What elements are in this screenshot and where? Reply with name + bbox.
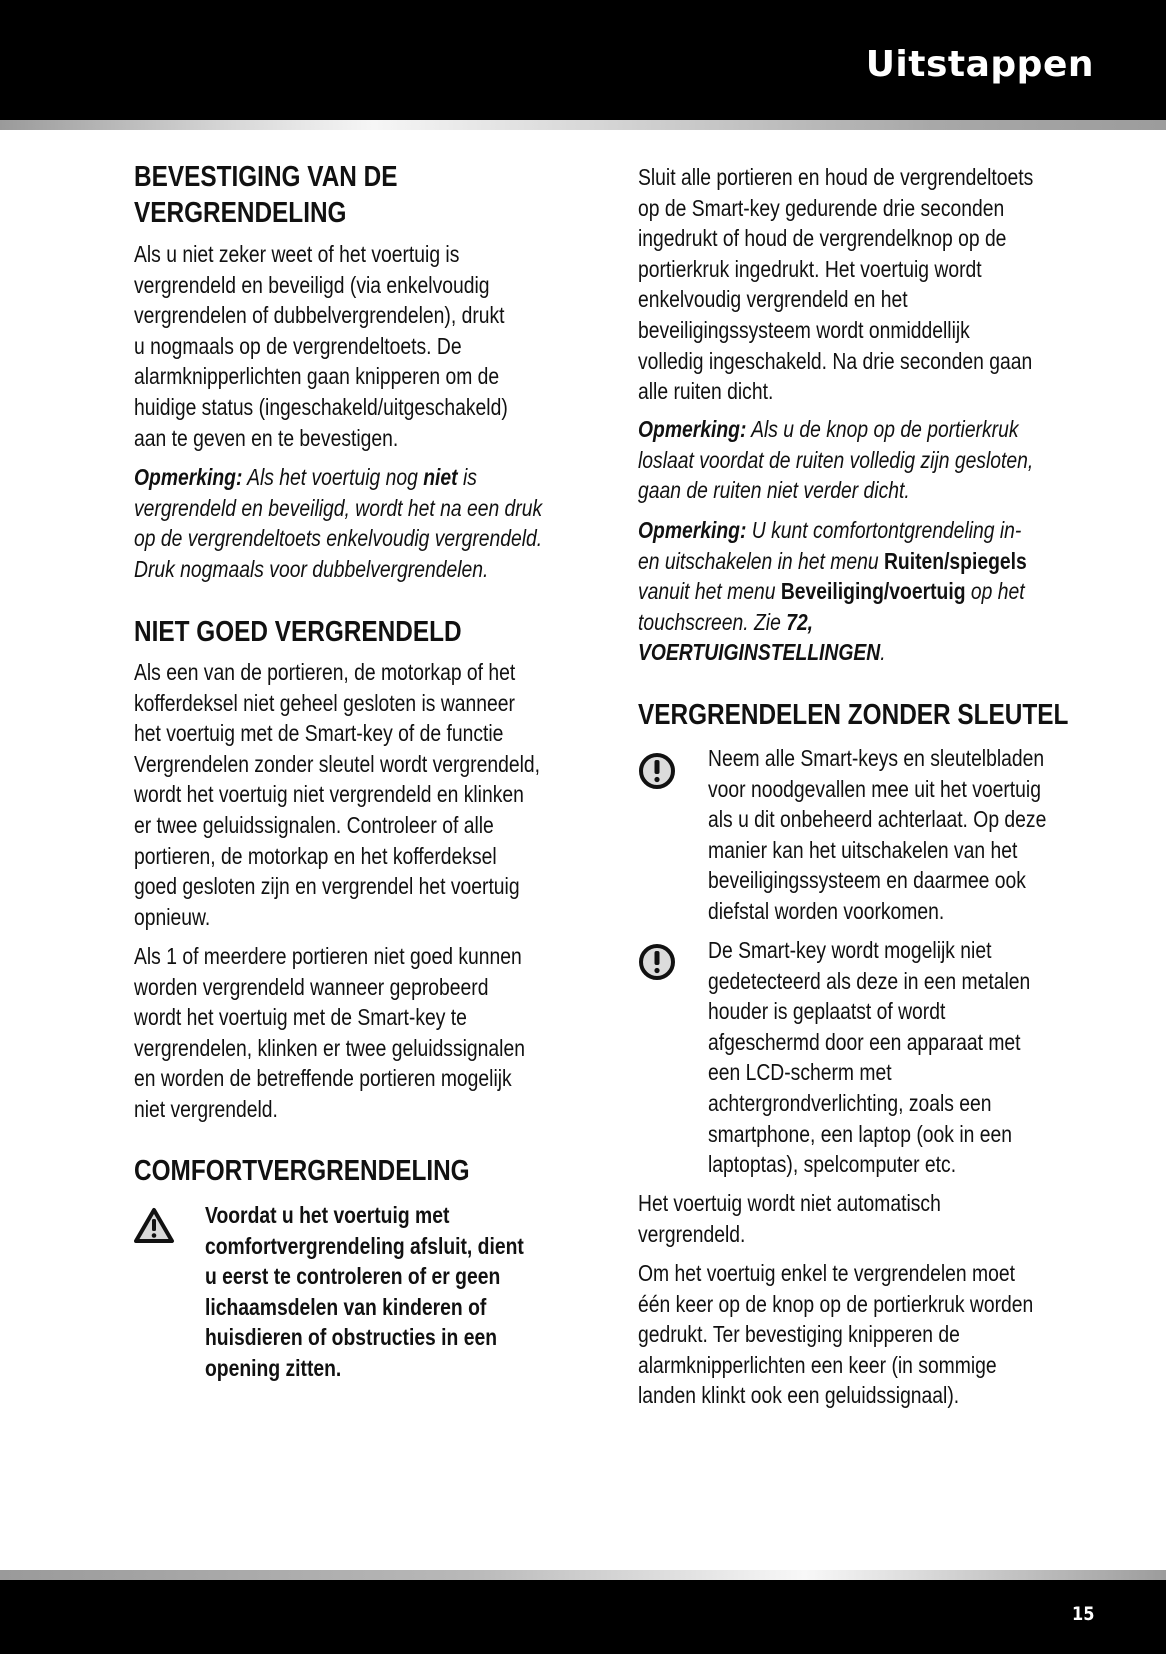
text-line xyxy=(708,804,1046,835)
paragraph xyxy=(638,1258,1033,1411)
text-segment: een LCD-scherm met xyxy=(708,1059,892,1086)
text-segment: COMFORTVERGRENDELING xyxy=(134,1155,470,1187)
text-line xyxy=(638,254,1033,285)
text-segment: volledig ingeschakeld. Na drie seconden gaan xyxy=(638,347,1033,374)
text-segment: Voordat u het voertuig met xyxy=(205,1202,450,1228)
text-line xyxy=(134,1094,525,1125)
text-segment: BEVESTIGING VAN DE xyxy=(134,161,398,193)
text-segment: vergrendelen of dubbelvergrendelen), drukt xyxy=(134,302,505,329)
page-footer xyxy=(0,1580,1166,1654)
text-line xyxy=(638,1289,1033,1320)
text-segment: alarmknipperlichten gaan knipperen om de xyxy=(134,363,500,390)
text-segment: landen klinkt ook een geluidssignaal). xyxy=(638,1382,960,1409)
text-line xyxy=(134,554,542,585)
text-line xyxy=(708,935,1030,966)
text-line xyxy=(638,1319,1033,1350)
text-line xyxy=(134,941,525,972)
text-line xyxy=(134,392,508,423)
text-segment: vergrendeld en beveiligd, wordt het na een druk xyxy=(134,494,543,521)
text-line xyxy=(708,1027,1030,1058)
text-segment: NIET GOED VERGRENDELD xyxy=(134,616,462,648)
text-line xyxy=(134,972,525,1003)
text-line xyxy=(134,1033,525,1064)
text-line xyxy=(708,865,1046,896)
text-line xyxy=(134,614,462,650)
text-segment: wordt het voertuig niet vergrendeld en klinken xyxy=(134,781,524,808)
text-segment: wordt het voertuig met de Smart-key te xyxy=(134,1004,467,1031)
text-segment: u eerst te controleren of er geen xyxy=(205,1263,501,1290)
text-line xyxy=(134,688,540,719)
text-segment: huidige status (ingeschakeld/uitgeschakeld) xyxy=(134,393,508,420)
text-segment: gaan de ruiten niet verder dicht. xyxy=(638,477,910,504)
warning-triangle-icon xyxy=(133,1207,175,1245)
text-segment: Als u niet zeker weet of het voertuig is xyxy=(134,241,460,267)
exclamation-circle-icon xyxy=(638,752,676,790)
text-line xyxy=(638,475,1033,506)
text-segment: beveiligingssysteem wordt onmiddellijk xyxy=(638,316,970,343)
text-segment: op het xyxy=(965,578,1025,605)
caution-text xyxy=(708,743,1046,927)
text-line xyxy=(638,315,1033,346)
text-segment: enkelvoudig vergrendeld en het xyxy=(638,286,908,313)
text-line xyxy=(638,1188,941,1219)
text-segment: Opmerking: xyxy=(638,517,747,543)
text-line xyxy=(708,835,1046,866)
text-segment: Als 1 of meerdere portieren niet goed kunnen xyxy=(134,943,522,969)
text-segment: vergrendelen, klinken er twee geluidssignalen xyxy=(134,1034,525,1061)
text-line xyxy=(205,1292,524,1323)
text-line xyxy=(708,1057,1030,1088)
text-segment: het voertuig met de Smart-key of de functie xyxy=(134,720,504,747)
text-segment: Opmerking: xyxy=(638,416,747,442)
text-segment: touchscreen. Zie xyxy=(638,608,787,635)
text-line xyxy=(134,902,540,933)
text-segment: Opmerking: xyxy=(134,464,243,490)
text-line xyxy=(134,195,397,231)
text-line xyxy=(134,159,397,195)
text-line xyxy=(638,1219,941,1250)
text-line xyxy=(638,414,1033,445)
text-segment: VERGRENDELEN ZONDER SLEUTEL xyxy=(638,699,1069,731)
text-line xyxy=(134,1002,525,1033)
text-segment: portieren, de motorkap en het kofferdeksel xyxy=(134,842,497,869)
text-line xyxy=(708,743,1046,774)
text-line xyxy=(134,718,540,749)
text-segment: vergrendeld en beveiligd (via enkelvoudig xyxy=(134,271,490,298)
text-line xyxy=(205,1261,524,1292)
text-segment: goed gesloten zijn en vergrendel het voertuig xyxy=(134,873,520,900)
text-segment: De Smart-key wordt mogelijk niet xyxy=(708,937,992,963)
text-segment: er twee geluidssignalen. Controleer of alle xyxy=(134,811,494,838)
text-line xyxy=(708,896,1046,927)
text-segment: . xyxy=(880,639,886,666)
text-segment: vanuit het menu xyxy=(638,578,781,605)
text-line xyxy=(134,1063,525,1094)
text-segment: kofferdeksel niet geheel gesloten is wanneer xyxy=(134,689,515,716)
caution-text xyxy=(708,935,1030,1180)
paragraph xyxy=(638,162,1033,407)
text-line xyxy=(134,239,508,270)
text-line xyxy=(638,697,1068,733)
text-line xyxy=(205,1200,524,1231)
text-segment: laptoptas), spelcomputer etc. xyxy=(708,1151,957,1178)
text-line xyxy=(638,515,1027,546)
heading-vergrendelen-zonder-sleutel xyxy=(638,697,1068,733)
text-line xyxy=(638,546,1027,577)
paragraph xyxy=(134,657,540,932)
warning-text xyxy=(205,1200,524,1384)
text-line xyxy=(134,270,508,301)
text-segment: comfortvergrendeling afsluit, dient xyxy=(205,1232,524,1259)
text-segment: ingedrukt of houd de vergrendelknop op de xyxy=(638,225,1007,252)
paragraph xyxy=(638,1188,941,1249)
text-line xyxy=(708,1149,1030,1180)
text-segment: Druk nogmaals voor dubbelvergrendelen. xyxy=(134,555,489,582)
text-segment: achtergrondverlichting, zoals een xyxy=(708,1089,992,1116)
text-line xyxy=(708,1119,1030,1150)
text-segment: U kunt comfortontgrendeling in- xyxy=(746,517,1022,543)
text-segment: manier kan het uitschakelen van het xyxy=(708,836,1018,863)
text-segment: alle ruiten dicht. xyxy=(638,378,774,405)
text-line xyxy=(134,779,540,810)
text-segment: is xyxy=(457,464,477,490)
text-segment: vergrendeld. xyxy=(638,1220,746,1247)
text-segment: Vergrendelen zonder sleutel wordt vergrendeld, xyxy=(134,750,540,777)
text-segment: diefstal worden voorkomen. xyxy=(708,897,945,924)
text-line xyxy=(638,346,1033,377)
text-line xyxy=(134,841,540,872)
text-segment: Het voertuig wordt niet automatisch xyxy=(638,1190,941,1216)
text-segment: voor noodgevallen mee uit het voertuig xyxy=(708,775,1041,802)
text-segment: VERGRENDELING xyxy=(134,197,347,229)
exclamation-circle-icon xyxy=(638,943,676,981)
text-line xyxy=(134,331,508,362)
page-header xyxy=(0,0,1166,120)
text-segment: beveiligingssysteem en daarmee ook xyxy=(708,867,1026,894)
text-line xyxy=(638,162,1033,193)
text-segment: Als een van de portieren, de motorkap of het xyxy=(134,659,516,685)
text-line xyxy=(205,1231,524,1262)
text-segment: opening zitten. xyxy=(205,1354,342,1381)
text-line xyxy=(205,1353,524,1384)
footer-divider xyxy=(0,1570,1166,1580)
text-line xyxy=(134,493,542,524)
text-line xyxy=(708,966,1030,997)
text-line xyxy=(638,223,1033,254)
text-segment: alarmknipperlichten een keer (in sommige xyxy=(638,1351,997,1378)
text-segment: en uitschakelen in het menu xyxy=(638,547,884,574)
text-line xyxy=(134,523,542,554)
text-segment: Als het voertuig nog xyxy=(242,464,424,490)
text-segment: als u dit onbeheerd achterlaat. Op deze xyxy=(708,806,1047,833)
page-number: 15 xyxy=(1071,1603,1095,1625)
text-line xyxy=(205,1322,524,1353)
text-segment: 72, xyxy=(786,608,814,635)
text-segment: lichaamsdelen van kinderen of xyxy=(205,1293,487,1320)
text-line xyxy=(638,1380,1033,1411)
text-segment: worden vergrendeld wanneer geprobeerd xyxy=(134,973,489,1000)
text-line xyxy=(638,284,1033,315)
text-line xyxy=(638,1350,1033,1381)
heading-niet-goed-vergrendeld xyxy=(134,614,462,650)
note xyxy=(638,414,1033,506)
text-segment: VOERTUIGINSTELLINGEN xyxy=(638,639,881,666)
text-line xyxy=(638,576,1027,607)
text-segment: op de Smart-key gedurende drie seconden xyxy=(638,194,1005,221)
text-line xyxy=(638,376,1033,407)
text-segment: en worden de betreffende portieren mogelijk xyxy=(134,1065,512,1092)
text-line xyxy=(134,749,540,780)
text-segment: loslaat voordat de ruiten volledig zijn gesloten, xyxy=(638,446,1034,473)
text-segment: afgeschermd door een apparaat met xyxy=(708,1028,1021,1055)
text-line xyxy=(708,774,1046,805)
heading-bevestiging xyxy=(134,159,397,231)
text-line xyxy=(708,996,1030,1027)
note xyxy=(134,462,542,584)
text-segment: u nogmaals op de vergrendeltoets. De xyxy=(134,332,462,359)
text-line xyxy=(134,423,508,454)
text-segment: huisdieren of obstructies in een xyxy=(205,1324,498,1351)
text-segment: niet xyxy=(423,464,458,490)
text-line xyxy=(134,361,508,392)
text-segment: portierkruk ingedrukt. Het voertuig wordt xyxy=(638,255,982,282)
text-line xyxy=(638,607,1027,638)
text-line xyxy=(638,445,1033,476)
text-line xyxy=(134,871,540,902)
text-segment: gedetecteerd als deze in een metalen xyxy=(708,967,1031,994)
text-segment: gedrukt. Ter bevestiging knipperen de xyxy=(638,1321,960,1348)
text-segment: smartphone, een laptop (ook in een xyxy=(708,1120,1012,1147)
text-line xyxy=(638,637,1027,668)
note xyxy=(638,515,1027,668)
text-segment: Sluit alle portieren en houd de vergrendeltoets xyxy=(638,164,1034,190)
text-line xyxy=(134,810,540,841)
text-line xyxy=(134,657,540,688)
text-segment: Ruiten/spiegels xyxy=(883,547,1027,574)
paragraph xyxy=(134,239,508,453)
text-line xyxy=(638,193,1033,224)
text-segment: aan te geven en te bevestigen. xyxy=(134,424,399,451)
text-line xyxy=(708,1088,1030,1119)
text-segment: één keer op de knop op de portierkruk worden xyxy=(638,1290,1034,1317)
text-segment: Als u de knop op de portierkruk xyxy=(746,416,1019,442)
paragraph xyxy=(134,941,525,1125)
page-title: Uitstappen xyxy=(865,44,1094,85)
text-segment: Beveiliging/voertuig xyxy=(780,578,966,605)
text-segment: niet vergrendeld. xyxy=(134,1095,278,1122)
text-segment: houder is geplaatst of wordt xyxy=(708,998,946,1025)
text-segment: Neem alle Smart-keys en sleutelbladen xyxy=(708,745,1045,771)
heading-comfortvergrendeling xyxy=(134,1153,470,1189)
text-segment: Om het voertuig enkel te vergrendelen moet xyxy=(638,1260,1015,1286)
text-segment: op de vergrendeltoets enkelvoudig vergrendeld. xyxy=(134,525,543,552)
text-segment: opnieuw. xyxy=(134,903,211,930)
text-line xyxy=(134,300,508,331)
text-line xyxy=(134,462,542,493)
text-line xyxy=(134,1153,470,1189)
header-divider xyxy=(0,120,1166,130)
text-line xyxy=(638,1258,1033,1289)
